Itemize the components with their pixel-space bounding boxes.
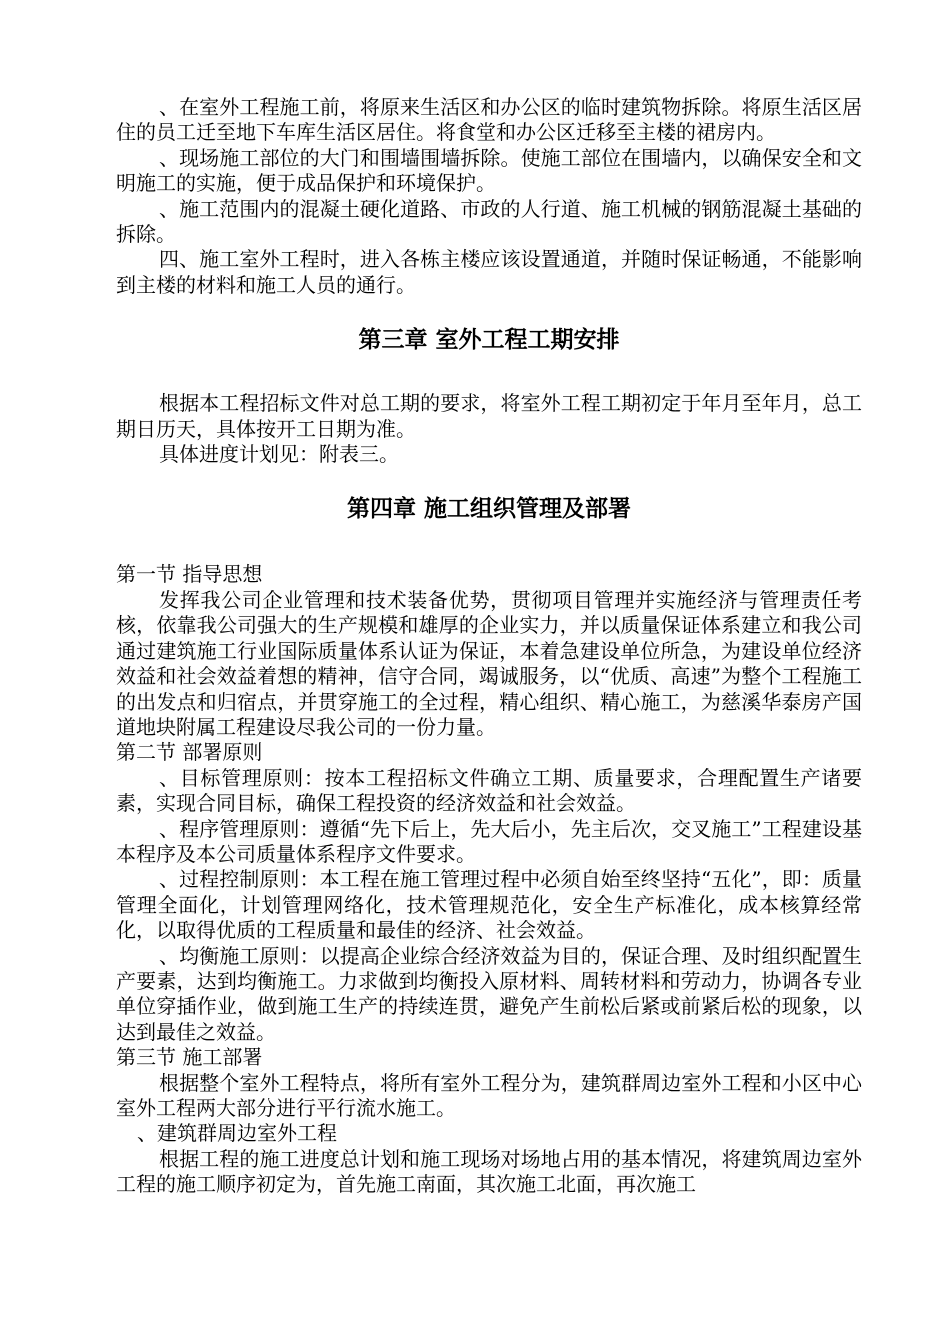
section-3-sub-paragraph: 根据工程的施工进度总计划和施工现场对场地占用的基本情况，将建筑周边室外工程的施工顺序初定为，首先施工南面，其次施工北面，再次施工 bbox=[116, 1146, 862, 1197]
section-3-title: 第三节 施工部署 bbox=[116, 1045, 263, 1070]
section-2-item-3: 、过程控制原则：本工程在施工管理过程中必须自始至终坚持“五化”，即：质量管理全面化，计划管理网络化，技术管理规范化，安全生产标准化，成本核算经常化，以取得优质的工程质量和最佳的经济、社会效益。 bbox=[116, 867, 862, 943]
chapter-3-paragraph-1: 根据本工程招标文件对总工期的要求，将室外工程工期初定于年月至年月，总工期日历天，具体按开工日期为准。 bbox=[116, 391, 862, 441]
section-3-paragraph: 根据整个室外工程特点，将所有室外工程分为，建筑群周边室外工程和小区中心室外工程两大部分进行平行流水施工。 bbox=[116, 1070, 862, 1120]
section-1-paragraph: 发挥我公司企业管理和技术装备优势，贯彻项目管理并实施经济与管理责任考核，依靠我公司强大的生产规模和雄厚的企业实力，并以质量保证体系建立和我公司通过建筑施工行业国际质量体系认证为保证，本着急建设单位所急，为建设单位经济效益和社会效益着想的精神，信守合同，竭诚服务，以“优质、高速”为整个工程施工的出发点和归宿点，并贯穿施工的全过程，精心组织、精心施工，为慈溪华泰房产国道地块附属工程建设尽我公司的一份力量。 bbox=[116, 587, 862, 739]
section-2-item-1: 、目标管理原则：按本工程招标文件确立工期、质量要求，合理配置生产诸要素，实现合同目标，确保工程投资的经济效益和社会效益。 bbox=[116, 765, 862, 816]
section-1-title: 第一节 指导思想 bbox=[116, 562, 263, 587]
intro-paragraph-3: 、施工范围内的混凝土硬化道路、市政的人行道、施工机械的钢筋混凝土基础的拆除。 bbox=[116, 196, 862, 247]
section-3-subheading: 、建筑群周边室外工程 bbox=[137, 1121, 337, 1146]
intro-paragraph-2: 、现场施工部位的大门和围墙围墙拆除。使施工部位在围墙内，以确保安全和文明施工的实施，便于成品保护和环境保护。 bbox=[116, 145, 862, 196]
intro-paragraph-1: 、在室外工程施工前，将原来生活区和办公区的临时建筑物拆除。将原生活区居住的员工迁至地下车库生活区居住。将食堂和办公区迁移至主楼的裙房内。 bbox=[116, 95, 862, 145]
chapter-3-title: 第三章 室外工程工期安排 bbox=[358, 327, 620, 354]
chapter-3-paragraph-2: 具体进度计划见：附表三。 bbox=[159, 442, 399, 467]
intro-paragraph-4: 四、施工室外工程时，进入各栋主楼应该设置通道，并随时保证畅通，不能影响到主楼的材料和施工人员的通行。 bbox=[116, 247, 862, 297]
section-2-item-4: 、均衡施工原则：以提高企业综合经济效益为目的，保证合理、及时组织配置生产要素，达到均衡施工。力求做到均衡投入原材料、周转材料和劳动力，协调各专业单位穿插作业，做到施工生产的持续连贯，避免产生前松后紧或前紧后松的现象，以达到最佳之效益。 bbox=[116, 943, 862, 1044]
document-body bbox=[116, 95, 862, 1198]
section-2-item-2: 、程序管理原则：遵循“先下后上，先大后小，先主后次，交叉施工”工程建设基本程序及本公司质量体系程序文件要求。 bbox=[116, 816, 862, 866]
section-2-title: 第二节 部署原则 bbox=[116, 740, 263, 765]
chapter-4-title: 第四章 施工组织管理及部署 bbox=[346, 496, 631, 523]
